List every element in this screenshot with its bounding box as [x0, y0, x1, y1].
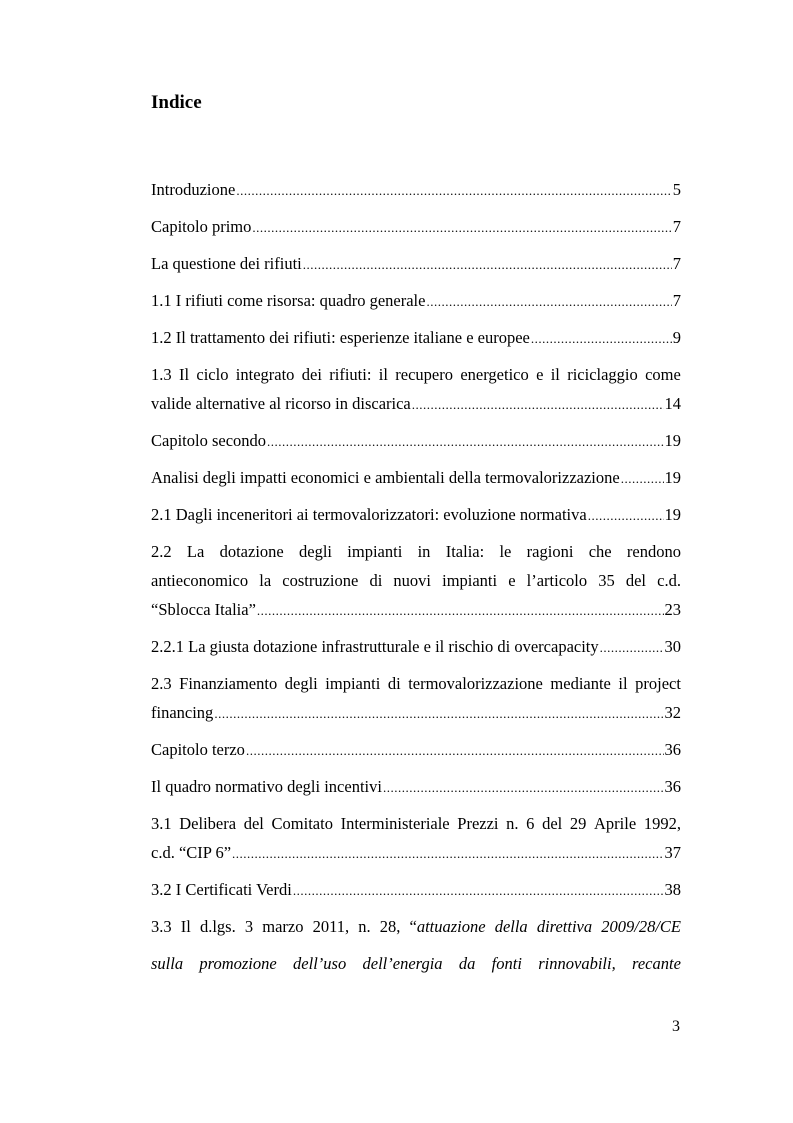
toc-word: del	[243, 814, 264, 833]
toc-entry-text: La questione dei rifiuti	[151, 254, 302, 273]
toc-entry-text: 2.2.1 La giusta dotazione infrastrutturale e il rischio di overcapacity	[151, 637, 599, 656]
toc-entry-page: 19	[664, 468, 681, 487]
toc-word: degli	[299, 542, 333, 561]
toc-word: che	[588, 542, 612, 561]
toc-entry-line	[151, 571, 681, 600]
toc-word: Italia:	[445, 542, 485, 561]
toc-word: recupero	[395, 365, 453, 384]
toc-entry-2-2[interactable]	[151, 542, 681, 628]
toc-word-italic: dell’uso	[293, 954, 347, 973]
toc-word: energetico	[460, 365, 529, 384]
toc-entry-line	[151, 394, 681, 422]
toc-entry-analisi-impatti[interactable]	[151, 468, 681, 496]
toc-leader-dots	[600, 640, 664, 656]
toc-entry-introduzione[interactable]	[151, 180, 681, 208]
toc-word: 28,	[379, 917, 401, 936]
toc-leader-dots	[236, 183, 671, 199]
toc-leader-dots	[383, 780, 664, 796]
toc-entry-page: 7	[672, 217, 681, 236]
toc-entry-2-2-1[interactable]	[151, 637, 681, 665]
toc-entry-text: Introduzione	[151, 180, 236, 199]
toc-word: 3.3	[151, 917, 172, 936]
toc-entry-page: 9	[672, 328, 681, 347]
toc-entry-page: 38	[664, 880, 681, 899]
toc-word: Il	[180, 917, 191, 936]
toc-entry-line	[151, 600, 681, 628]
toc-word: project	[635, 674, 681, 693]
toc-entry-line	[151, 542, 681, 571]
toc-entry-text: Capitolo terzo	[151, 740, 245, 759]
toc-entry-page: 30	[664, 637, 681, 656]
toc-leader-dots	[531, 331, 672, 347]
toc-entry-line	[151, 674, 681, 703]
toc-entry-1-2[interactable]	[151, 328, 681, 356]
toc-word: del	[542, 814, 563, 833]
toc-entry-page: 23	[664, 600, 681, 619]
toc-word: Delibera	[179, 814, 237, 833]
toc-entry-page: 19	[664, 505, 681, 524]
toc-word: 1992,	[643, 814, 681, 833]
toc-entry-capitolo-terzo[interactable]	[151, 740, 681, 768]
toc-entry-3-2[interactable]	[151, 880, 681, 908]
toc-word: 6	[526, 814, 535, 833]
toc-word: le	[499, 542, 512, 561]
toc-entry-line	[151, 365, 681, 394]
toc-word: c.d.	[657, 571, 681, 590]
open-quote: “	[409, 917, 417, 936]
toc-entry-page: 37	[664, 843, 681, 862]
toc-entry-3-3[interactable]	[151, 917, 681, 991]
toc-word: d.lgs.	[199, 917, 236, 936]
toc-word: 3.1	[151, 814, 172, 833]
toc-word: l’articolo	[526, 571, 588, 590]
toc-word: in	[417, 542, 431, 561]
toc-word: impianti	[325, 674, 381, 693]
toc-word: il	[550, 365, 560, 384]
toc-entry-text: c.d. “CIP 6”	[151, 843, 232, 862]
toc-entry-page: 5	[672, 180, 681, 199]
toc-word: impianti	[347, 542, 403, 561]
page-title: Indice	[151, 92, 202, 113]
toc-word: mediante	[550, 674, 611, 693]
toc-leader-dots	[426, 294, 671, 310]
toc-entry-page: 14	[664, 394, 681, 413]
toc-word: e	[536, 365, 544, 384]
toc-word-italic: dell’energia	[362, 954, 443, 973]
toc-entry-2-1[interactable]	[151, 505, 681, 533]
toc-leader-dots	[267, 434, 663, 450]
toc-entry-1-1[interactable]	[151, 291, 681, 319]
toc-word: costruzione	[282, 571, 359, 590]
toc-word: dotazione	[219, 542, 284, 561]
toc-word: 3	[244, 917, 254, 936]
toc-entry-capitolo-secondo[interactable]	[151, 431, 681, 459]
toc-word: il	[378, 365, 388, 384]
toc-word: di	[369, 571, 383, 590]
toc-word: nuovi	[393, 571, 431, 590]
toc-leader-dots	[232, 846, 663, 862]
toc-entry-text: financing	[151, 703, 214, 722]
toc-entry-quadro-incentivi[interactable]	[151, 777, 681, 805]
toc-word: ragioni	[526, 542, 574, 561]
toc-word: n.	[506, 814, 519, 833]
page-number: 3	[672, 1018, 680, 1035]
toc-word-italic: sulla	[151, 954, 184, 973]
toc-entry-line	[151, 917, 681, 954]
toc-leader-dots	[588, 508, 664, 524]
toc-entry-line	[151, 703, 681, 731]
toc-word-italic: della	[494, 917, 528, 936]
table-of-contents	[151, 180, 681, 1000]
toc-leader-dots	[293, 883, 664, 899]
toc-entry-page: 19	[664, 431, 681, 450]
toc-word: 35	[598, 571, 615, 590]
toc-entry-page: 36	[664, 777, 681, 796]
toc-word: antieconomico	[151, 571, 249, 590]
toc-entry-text: valide alternative al ricorso in discarica	[151, 394, 411, 413]
toc-word	[409, 917, 485, 937]
toc-word: 29	[569, 814, 587, 833]
toc-word: marzo	[262, 917, 304, 936]
toc-entry-questione-rifiuti[interactable]	[151, 254, 681, 282]
toc-word: ciclo	[196, 365, 229, 384]
toc-entry-text: 1.1 I rifiuti come risorsa: quadro generale	[151, 291, 426, 310]
toc-entry-1-3[interactable]	[151, 365, 681, 422]
toc-word: integrato	[235, 365, 295, 384]
toc-entry-capitolo-primo[interactable]	[151, 217, 681, 245]
toc-leader-dots	[621, 471, 664, 487]
toc-word: Prezzi	[457, 814, 499, 833]
toc-leader-dots	[246, 743, 664, 759]
toc-leader-dots	[303, 257, 672, 273]
toc-word: 2.2	[151, 542, 172, 561]
toc-word-italic: recante	[632, 954, 681, 973]
toc-word: 2011,	[312, 917, 350, 936]
toc-entry-line	[151, 954, 681, 991]
toc-word: Il	[178, 365, 190, 384]
toc-word-italic: promozione	[199, 954, 277, 973]
toc-word: e	[508, 571, 516, 590]
toc-entry-text: 3.2 I Certificati Verdi	[151, 880, 292, 899]
toc-word-italic: direttiva	[536, 917, 593, 936]
toc-entry-page: 36	[664, 740, 681, 759]
toc-entry-line	[151, 843, 681, 871]
toc-leader-dots	[252, 220, 671, 236]
toc-word: 2.3	[151, 674, 172, 693]
toc-entry-page: 7	[672, 291, 681, 310]
toc-entry-line	[151, 814, 681, 843]
toc-leader-dots	[214, 706, 663, 722]
toc-word: impianti	[442, 571, 498, 590]
toc-word-italic: attuazione	[416, 917, 486, 936]
toc-word-italic: da	[458, 954, 476, 973]
toc-entry-page: 32	[664, 703, 681, 722]
toc-word: Aprile	[594, 814, 637, 833]
toc-word-italic: fonti	[491, 954, 522, 973]
toc-word: dei	[301, 365, 322, 384]
toc-word: di	[387, 674, 401, 693]
toc-word: termovalorizzazione	[408, 674, 543, 693]
toc-word: La	[186, 542, 205, 561]
toc-entry-text: “Sblocca Italia”	[151, 600, 256, 619]
toc-word: rifiuti:	[329, 365, 372, 384]
toc-word: n.	[358, 917, 371, 936]
toc-leader-dots	[412, 397, 664, 413]
toc-word: il	[618, 674, 628, 693]
toc-entry-text: Capitolo secondo	[151, 431, 267, 450]
toc-word: Interministeriale	[340, 814, 450, 833]
toc-leader-dots	[257, 603, 664, 619]
toc-word: la	[259, 571, 272, 590]
toc-entry-text: 1.2 Il trattamento dei rifiuti: esperienze italiane e europee	[151, 328, 530, 347]
toc-word: rendono	[626, 542, 681, 561]
toc-word: del	[625, 571, 647, 590]
toc-entry-page: 7	[672, 254, 681, 273]
toc-word: degli	[284, 674, 318, 693]
toc-entry-text: Analisi degli impatti economici e ambientali della termovalorizzazione	[151, 468, 620, 487]
toc-word: 1.3	[151, 365, 172, 384]
toc-entry-text: Capitolo primo	[151, 217, 252, 236]
toc-entry-text: 2.1 Dagli inceneritori ai termovalorizzatori: evoluzione normativa	[151, 505, 587, 524]
toc-word: riciclaggio	[567, 365, 638, 384]
toc-entry-2-3[interactable]	[151, 674, 681, 731]
toc-entry-text: Il quadro normativo degli incentivi	[151, 777, 382, 796]
toc-word: Finanziamento	[179, 674, 278, 693]
toc-word: Comitato	[271, 814, 333, 833]
toc-entry-3-1[interactable]	[151, 814, 681, 871]
toc-word: come	[645, 365, 681, 384]
toc-word-italic: rinnovabili,	[538, 954, 616, 973]
toc-word-italic: 2009/28/CE	[601, 917, 681, 936]
